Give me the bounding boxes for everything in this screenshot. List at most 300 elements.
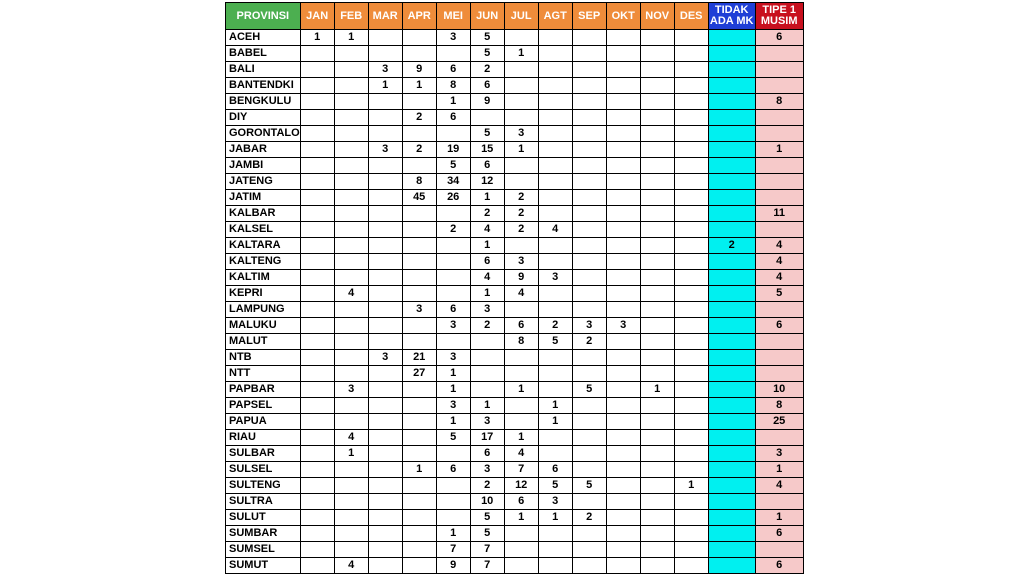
month-value-cell — [402, 382, 436, 398]
month-value-cell — [300, 78, 334, 94]
month-value-cell — [504, 302, 538, 318]
month-value-cell — [606, 462, 640, 478]
month-value-cell — [436, 334, 470, 350]
month-value-cell — [300, 190, 334, 206]
tidak-ada-mk-cell — [708, 206, 755, 222]
month-value-cell — [402, 46, 436, 62]
month-value-cell — [300, 398, 334, 414]
tidak-ada-mk-cell — [708, 430, 755, 446]
month-value-cell — [334, 510, 368, 526]
month-value-cell — [572, 446, 606, 462]
table-row — [226, 158, 804, 174]
month-value-cell: 6 — [470, 446, 504, 462]
month-value-cell: 3 — [368, 142, 402, 158]
tidak-ada-mk-cell — [708, 558, 755, 574]
month-value-cell — [368, 430, 402, 446]
month-value-cell — [300, 462, 334, 478]
month-value-cell: 1 — [538, 398, 572, 414]
month-value-cell — [402, 446, 436, 462]
month-value-cell — [674, 174, 708, 190]
header-month-nov: NOV — [640, 3, 674, 30]
month-value-cell — [334, 254, 368, 270]
month-value-cell — [640, 46, 674, 62]
tidak-ada-mk-cell — [708, 350, 755, 366]
tidak-ada-mk-cell — [708, 382, 755, 398]
table-row — [226, 526, 804, 542]
table-row — [226, 542, 804, 558]
month-value-cell — [572, 222, 606, 238]
month-value-cell — [640, 94, 674, 110]
month-value-cell — [436, 446, 470, 462]
tidak-ada-mk-cell — [708, 158, 755, 174]
month-value-cell — [538, 558, 572, 574]
month-value-cell — [606, 46, 640, 62]
month-value-cell — [674, 366, 708, 382]
tipe-1-musim-cell — [755, 222, 803, 238]
header-month-jun: JUN — [470, 3, 504, 30]
month-value-cell — [674, 398, 708, 414]
month-value-cell — [334, 110, 368, 126]
tidak-ada-mk-cell — [708, 222, 755, 238]
month-value-cell — [334, 494, 368, 510]
month-value-cell — [300, 382, 334, 398]
month-value-cell — [538, 158, 572, 174]
tipe-1-musim-cell — [755, 78, 803, 94]
month-value-cell — [334, 206, 368, 222]
month-value-cell — [674, 190, 708, 206]
month-value-cell: 5 — [436, 158, 470, 174]
header-month-mei: MEI — [436, 3, 470, 30]
month-value-cell — [538, 526, 572, 542]
month-value-cell — [368, 446, 402, 462]
tipe-1-musim-cell — [755, 494, 803, 510]
month-value-cell — [572, 126, 606, 142]
month-value-cell — [640, 30, 674, 46]
month-value-cell: 27 — [402, 366, 436, 382]
month-value-cell — [368, 414, 402, 430]
month-value-cell — [300, 110, 334, 126]
month-value-cell: 6 — [470, 78, 504, 94]
month-value-cell — [436, 494, 470, 510]
month-value-cell — [334, 526, 368, 542]
table-row — [226, 254, 804, 270]
tidak-ada-mk-cell — [708, 478, 755, 494]
month-value-cell — [538, 30, 572, 46]
tidak-ada-mk-cell — [708, 126, 755, 142]
month-value-cell: 4 — [538, 222, 572, 238]
month-value-cell — [606, 286, 640, 302]
province-name-cell: MALUKU — [226, 318, 301, 334]
month-value-cell: 5 — [470, 46, 504, 62]
month-value-cell — [300, 158, 334, 174]
month-value-cell — [640, 222, 674, 238]
month-value-cell — [368, 366, 402, 382]
month-value-cell — [504, 238, 538, 254]
tidak-ada-mk-cell — [708, 142, 755, 158]
month-value-cell — [504, 414, 538, 430]
month-value-cell — [504, 62, 538, 78]
table-row — [226, 174, 804, 190]
month-value-cell — [300, 206, 334, 222]
month-value-cell — [572, 286, 606, 302]
month-value-cell — [334, 270, 368, 286]
month-value-cell: 5 — [470, 126, 504, 142]
month-value-cell: 9 — [470, 94, 504, 110]
month-value-cell — [300, 174, 334, 190]
month-value-cell — [640, 270, 674, 286]
month-value-cell: 2 — [436, 222, 470, 238]
tipe-1-musim-cell: 4 — [755, 254, 803, 270]
month-value-cell — [572, 366, 606, 382]
header-tidak-line2: ADA MK — [709, 15, 754, 27]
month-value-cell — [572, 430, 606, 446]
month-value-cell — [368, 206, 402, 222]
month-value-cell — [470, 350, 504, 366]
tidak-ada-mk-cell — [708, 78, 755, 94]
month-value-cell — [368, 382, 402, 398]
month-value-cell: 3 — [470, 462, 504, 478]
table-row — [226, 46, 804, 62]
month-value-cell — [640, 206, 674, 222]
month-value-cell — [470, 366, 504, 382]
month-value-cell — [300, 446, 334, 462]
month-value-cell — [572, 46, 606, 62]
month-value-cell: 3 — [368, 62, 402, 78]
month-value-cell — [572, 558, 606, 574]
month-value-cell — [538, 302, 572, 318]
province-name-cell: KALBAR — [226, 206, 301, 222]
month-value-cell — [368, 270, 402, 286]
month-value-cell: 5 — [572, 382, 606, 398]
month-value-cell — [572, 398, 606, 414]
month-value-cell — [538, 286, 572, 302]
month-value-cell — [538, 446, 572, 462]
month-value-cell — [368, 254, 402, 270]
month-value-cell: 2 — [504, 190, 538, 206]
tidak-ada-mk-cell — [708, 46, 755, 62]
month-value-cell: 8 — [504, 334, 538, 350]
month-value-cell — [674, 238, 708, 254]
table-row — [226, 382, 804, 398]
province-name-cell: SULUT — [226, 510, 301, 526]
month-value-cell — [674, 462, 708, 478]
month-value-cell: 4 — [470, 270, 504, 286]
month-value-cell: 3 — [402, 302, 436, 318]
month-value-cell — [436, 478, 470, 494]
month-value-cell — [504, 30, 538, 46]
tidak-ada-mk-cell — [708, 494, 755, 510]
month-value-cell — [606, 430, 640, 446]
table-body — [226, 30, 804, 574]
province-name-cell: SULSEL — [226, 462, 301, 478]
header-tidak-ada-mk — [708, 3, 755, 30]
month-value-cell: 12 — [470, 174, 504, 190]
month-value-cell — [606, 78, 640, 94]
month-value-cell — [300, 526, 334, 542]
province-name-cell: JATIM — [226, 190, 301, 206]
month-value-cell — [640, 142, 674, 158]
month-value-cell — [334, 142, 368, 158]
month-value-cell — [640, 174, 674, 190]
month-value-cell — [300, 94, 334, 110]
tipe-1-musim-cell: 6 — [755, 558, 803, 574]
month-value-cell — [538, 110, 572, 126]
month-value-cell — [300, 254, 334, 270]
month-value-cell: 2 — [470, 62, 504, 78]
month-value-cell — [368, 238, 402, 254]
tipe-1-musim-cell: 8 — [755, 398, 803, 414]
month-value-cell — [436, 254, 470, 270]
month-value-cell — [572, 302, 606, 318]
month-value-cell — [606, 382, 640, 398]
month-value-cell: 2 — [504, 222, 538, 238]
month-value-cell — [538, 366, 572, 382]
month-value-cell — [402, 318, 436, 334]
month-value-cell — [368, 302, 402, 318]
month-value-cell — [606, 142, 640, 158]
month-value-cell — [674, 142, 708, 158]
month-value-cell — [368, 222, 402, 238]
month-value-cell — [334, 542, 368, 558]
month-value-cell — [300, 46, 334, 62]
month-value-cell — [674, 302, 708, 318]
month-value-cell: 6 — [436, 302, 470, 318]
month-value-cell — [606, 510, 640, 526]
month-value-cell — [674, 270, 708, 286]
tipe-1-musim-cell — [755, 46, 803, 62]
month-value-cell — [674, 30, 708, 46]
province-name-cell: SUMSEL — [226, 542, 301, 558]
month-value-cell — [300, 222, 334, 238]
tipe-1-musim-cell — [755, 62, 803, 78]
month-value-cell — [606, 494, 640, 510]
tidak-ada-mk-cell — [708, 318, 755, 334]
month-value-cell: 2 — [572, 334, 606, 350]
month-value-cell: 2 — [470, 478, 504, 494]
tipe-1-musim-cell: 3 — [755, 446, 803, 462]
month-value-cell — [640, 414, 674, 430]
month-value-cell — [538, 350, 572, 366]
month-value-cell — [606, 366, 640, 382]
month-value-cell — [674, 78, 708, 94]
month-value-cell: 2 — [402, 142, 436, 158]
month-value-cell: 1 — [504, 510, 538, 526]
month-value-cell — [606, 526, 640, 542]
month-value-cell: 5 — [538, 478, 572, 494]
tidak-ada-mk-cell — [708, 302, 755, 318]
month-value-cell — [368, 126, 402, 142]
month-value-cell: 4 — [470, 222, 504, 238]
month-value-cell — [674, 254, 708, 270]
month-value-cell — [606, 478, 640, 494]
month-value-cell: 1 — [470, 190, 504, 206]
table-row — [226, 142, 804, 158]
month-value-cell — [674, 526, 708, 542]
month-value-cell: 1 — [470, 398, 504, 414]
tidak-ada-mk-cell — [708, 174, 755, 190]
month-value-cell: 1 — [436, 366, 470, 382]
month-value-cell — [368, 110, 402, 126]
month-value-cell — [470, 382, 504, 398]
month-value-cell — [674, 110, 708, 126]
tipe-1-musim-cell — [755, 542, 803, 558]
month-value-cell — [606, 110, 640, 126]
month-value-cell: 1 — [402, 78, 436, 94]
month-value-cell — [674, 286, 708, 302]
month-value-cell — [538, 126, 572, 142]
header-month-feb: FEB — [334, 3, 368, 30]
header-month-okt: OKT — [606, 3, 640, 30]
tipe-1-musim-cell: 6 — [755, 318, 803, 334]
month-value-cell: 5 — [470, 510, 504, 526]
month-value-cell — [572, 270, 606, 286]
month-value-cell — [368, 510, 402, 526]
month-value-cell: 3 — [572, 318, 606, 334]
month-value-cell — [368, 558, 402, 574]
tipe-1-musim-cell — [755, 430, 803, 446]
month-value-cell — [504, 174, 538, 190]
month-value-cell — [402, 270, 436, 286]
month-value-cell — [640, 62, 674, 78]
month-value-cell — [436, 46, 470, 62]
month-value-cell — [300, 478, 334, 494]
tipe-1-musim-cell — [755, 366, 803, 382]
table-row — [226, 110, 804, 126]
month-value-cell — [606, 334, 640, 350]
header-month-mar: MAR — [368, 3, 402, 30]
month-value-cell: 4 — [334, 558, 368, 574]
month-value-cell — [538, 174, 572, 190]
month-value-cell: 3 — [436, 30, 470, 46]
header-provinsi: PROVINSI — [226, 3, 301, 30]
province-name-cell: KEPRI — [226, 286, 301, 302]
month-value-cell — [334, 350, 368, 366]
month-value-cell: 19 — [436, 142, 470, 158]
tidak-ada-mk-cell — [708, 30, 755, 46]
table-row — [226, 430, 804, 446]
month-value-cell — [674, 558, 708, 574]
month-value-cell — [368, 494, 402, 510]
tipe-1-musim-cell — [755, 302, 803, 318]
month-value-cell — [640, 190, 674, 206]
tipe-1-musim-cell: 1 — [755, 462, 803, 478]
month-value-cell: 1 — [504, 430, 538, 446]
month-value-cell — [300, 414, 334, 430]
month-value-cell — [572, 110, 606, 126]
month-value-cell — [504, 110, 538, 126]
month-value-cell: 4 — [334, 286, 368, 302]
month-value-cell — [402, 414, 436, 430]
tidak-ada-mk-cell — [708, 526, 755, 542]
month-value-cell — [640, 558, 674, 574]
month-value-cell — [334, 126, 368, 142]
month-value-cell — [674, 430, 708, 446]
month-value-cell — [334, 414, 368, 430]
header-month-sep: SEP — [572, 3, 606, 30]
month-value-cell — [368, 190, 402, 206]
month-value-cell — [674, 446, 708, 462]
month-value-cell — [334, 462, 368, 478]
month-value-cell: 1 — [504, 142, 538, 158]
tidak-ada-mk-cell — [708, 254, 755, 270]
month-value-cell: 5 — [436, 430, 470, 446]
month-value-cell — [504, 78, 538, 94]
month-value-cell: 9 — [436, 558, 470, 574]
month-value-cell: 5 — [470, 526, 504, 542]
province-name-cell: LAMPUNG — [226, 302, 301, 318]
month-value-cell: 5 — [538, 334, 572, 350]
tipe-1-musim-cell: 10 — [755, 382, 803, 398]
month-value-cell — [300, 302, 334, 318]
month-value-cell — [300, 126, 334, 142]
month-value-cell — [504, 558, 538, 574]
tipe-1-musim-cell: 25 — [755, 414, 803, 430]
month-value-cell — [300, 238, 334, 254]
table-row — [226, 190, 804, 206]
month-value-cell — [334, 158, 368, 174]
province-name-cell: JABAR — [226, 142, 301, 158]
month-value-cell — [300, 270, 334, 286]
month-value-cell — [368, 398, 402, 414]
month-value-cell — [572, 206, 606, 222]
tidak-ada-mk-cell — [708, 190, 755, 206]
month-value-cell — [300, 142, 334, 158]
month-value-cell — [300, 510, 334, 526]
tipe-1-musim-cell: 6 — [755, 526, 803, 542]
month-value-cell — [300, 350, 334, 366]
month-value-cell — [504, 158, 538, 174]
month-value-cell: 26 — [436, 190, 470, 206]
month-value-cell — [606, 206, 640, 222]
month-value-cell — [572, 414, 606, 430]
province-name-cell: ACEH — [226, 30, 301, 46]
month-value-cell: 1 — [538, 414, 572, 430]
month-value-cell: 2 — [572, 510, 606, 526]
month-value-cell: 8 — [402, 174, 436, 190]
month-value-cell — [606, 222, 640, 238]
month-value-cell — [640, 78, 674, 94]
month-value-cell — [538, 62, 572, 78]
month-value-cell: 1 — [402, 462, 436, 478]
month-value-cell: 6 — [436, 110, 470, 126]
month-value-cell — [436, 238, 470, 254]
month-value-cell — [606, 238, 640, 254]
month-value-cell — [368, 158, 402, 174]
tipe-1-musim-cell — [755, 190, 803, 206]
month-value-cell — [504, 94, 538, 110]
month-value-cell — [402, 94, 436, 110]
month-value-cell — [572, 462, 606, 478]
month-value-cell: 3 — [538, 494, 572, 510]
province-name-cell: MALUT — [226, 334, 301, 350]
tidak-ada-mk-cell: 2 — [708, 238, 755, 254]
month-value-cell — [504, 366, 538, 382]
province-name-cell: SULTRA — [226, 494, 301, 510]
tidak-ada-mk-cell — [708, 334, 755, 350]
tipe-1-musim-cell: 4 — [755, 270, 803, 286]
month-value-cell: 1 — [436, 414, 470, 430]
province-name-cell: BALI — [226, 62, 301, 78]
month-value-cell — [640, 318, 674, 334]
month-value-cell — [674, 62, 708, 78]
month-value-cell — [368, 318, 402, 334]
province-name-cell: JATENG — [226, 174, 301, 190]
month-value-cell — [334, 78, 368, 94]
tipe-1-musim-cell — [755, 350, 803, 366]
month-value-cell — [572, 350, 606, 366]
month-value-cell: 6 — [504, 494, 538, 510]
month-value-cell — [674, 46, 708, 62]
